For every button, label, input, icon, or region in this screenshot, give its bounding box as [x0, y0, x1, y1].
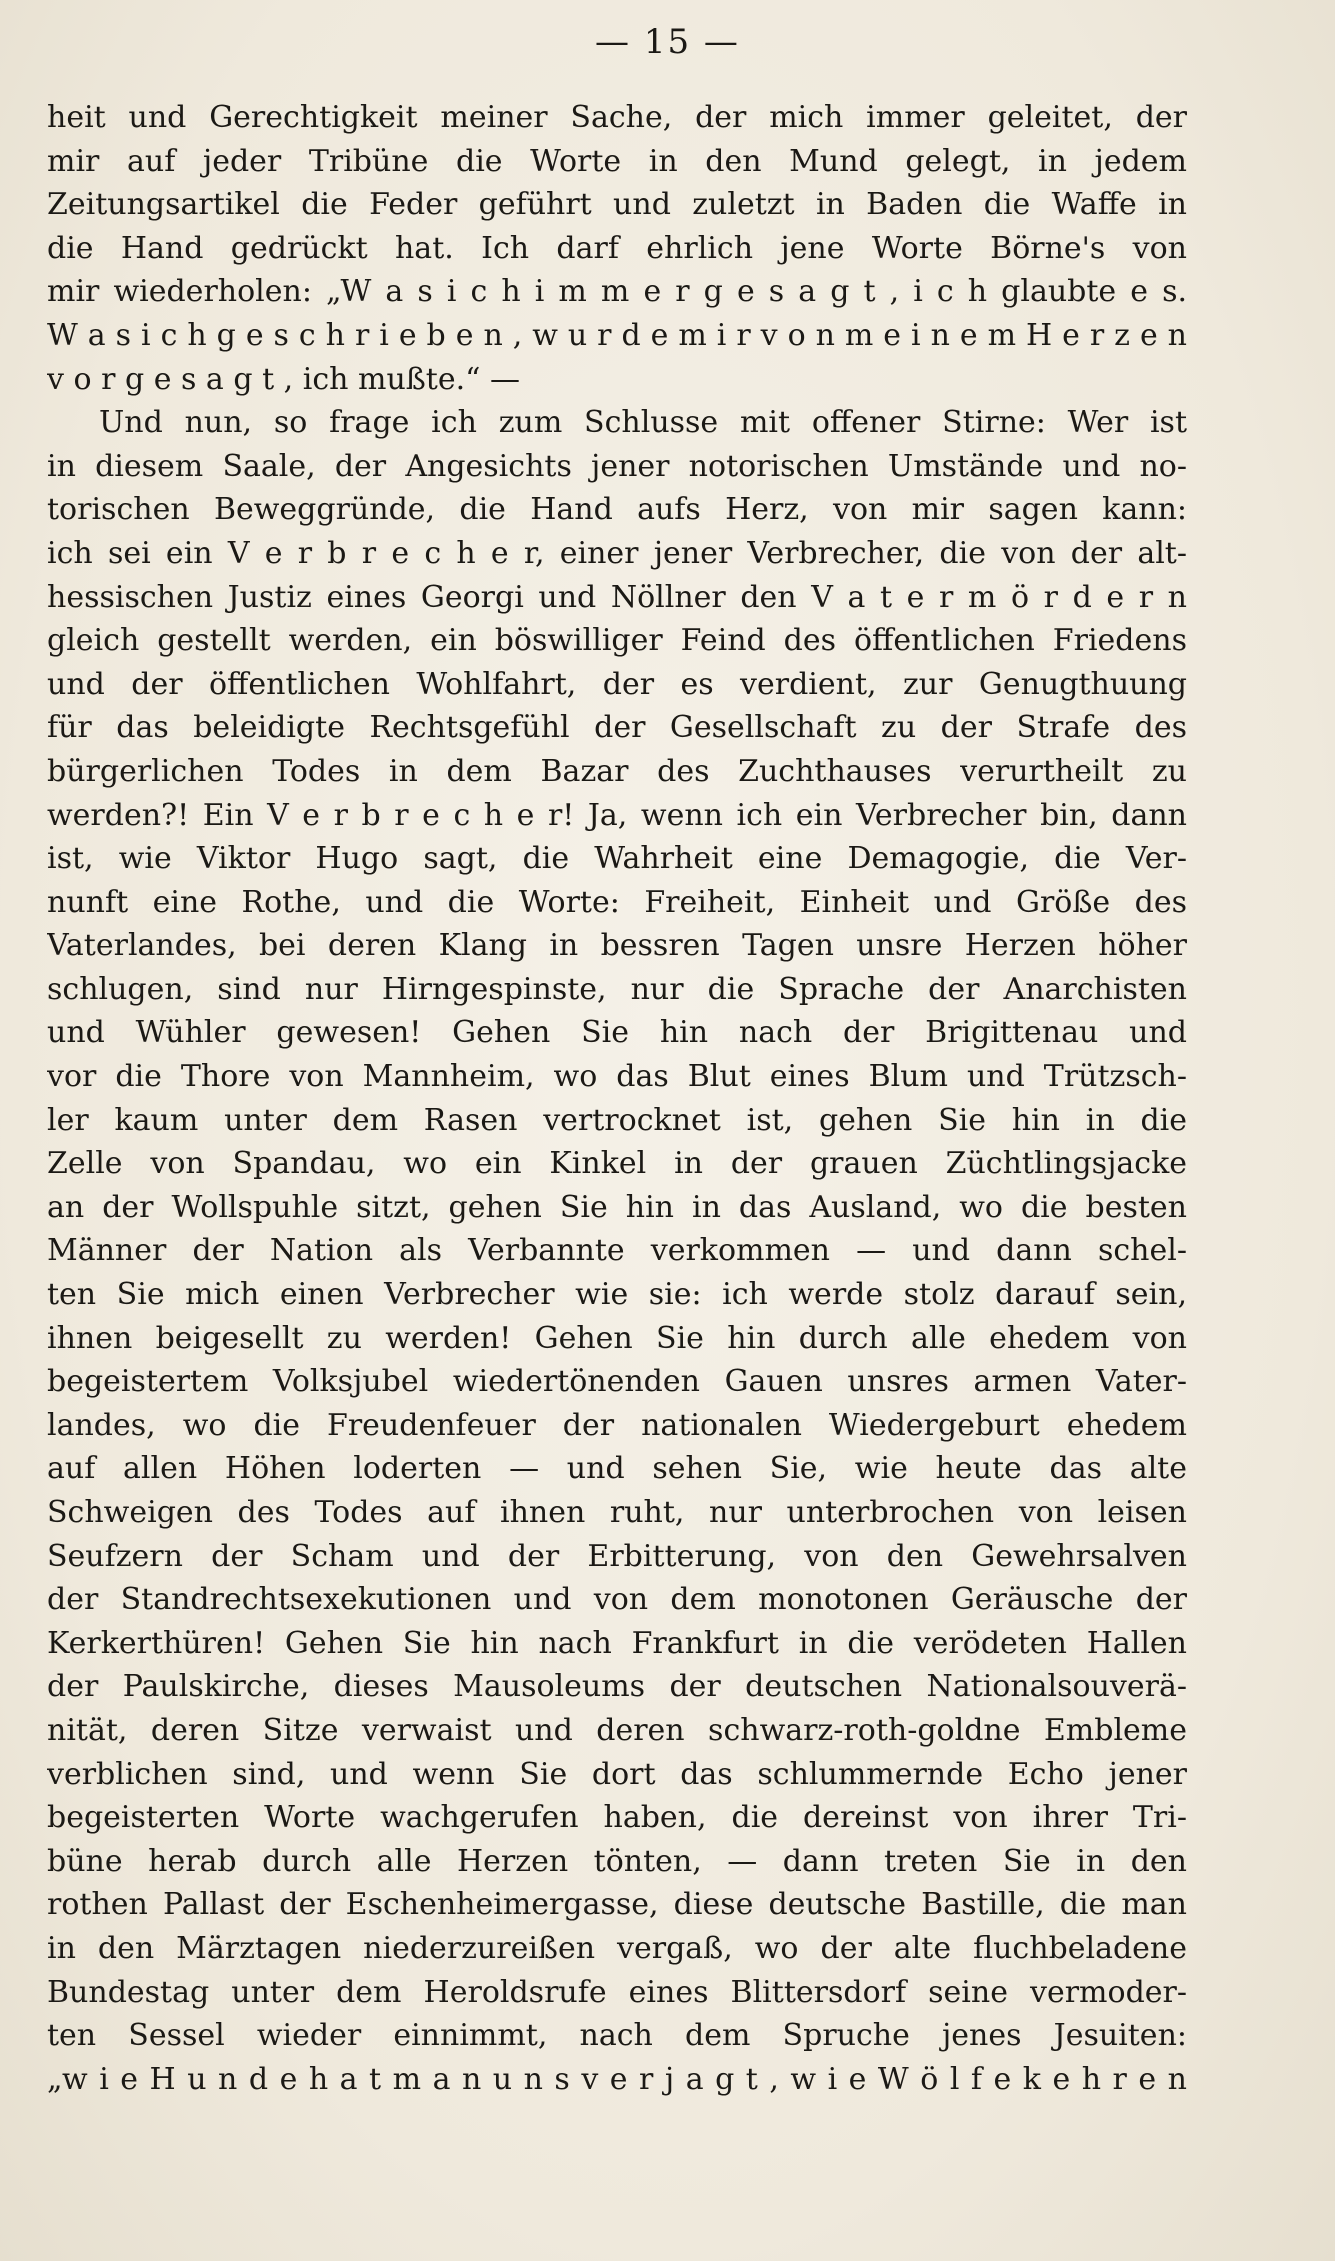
text-line: in diesem Saale, der Angesichts jener notorischen Umstände und no-: [47, 448, 1187, 484]
text-line: für das beleidigte Rechtsgefühl der Gesellschaft zu der Strafe des: [47, 710, 1187, 746]
text-line: ten Sessel wieder einnimmt, nach dem Spruche jenes Jesuiten:: [47, 2018, 1187, 2054]
text-line: ler kaum unter dem Rasen vertrocknet ist, gehen Sie hin in die: [47, 1102, 1187, 1138]
text-line: bürgerlichen Todes in dem Bazar des Zuchthauses verurtheilt zu: [47, 753, 1187, 789]
text-line: Zelle von Spandau, wo ein Kinkel in der grauen Züchtlingsjacke: [47, 1146, 1187, 1182]
page-number: — 15 —: [595, 22, 740, 62]
text-line: der Paulskirche, dieses Mausoleums der deutschen Nationalsouverä-: [47, 1669, 1187, 1705]
text-line: heit und Gerechtigkeit meiner Sache, der mich immer geleitet, der: [47, 100, 1187, 135]
text-line: und Wühler gewesen! Gehen Sie hin nach der Brigittenau und: [47, 1015, 1187, 1051]
text-line: büne herab durch alle Herzen tönten, — dann treten Sie in den: [47, 1843, 1187, 1879]
text-line: „w i e H u n d e h a t m a n u n s v e r j a g t , w i e W ö l f e k e h r e n: [47, 2061, 1187, 2097]
text-line: torischen Beweggründe, die Hand aufs Herz, von mir sagen kann:: [47, 492, 1187, 528]
text-line: hessischen Justiz eines Georgi und Nöllner den V a t e r m ö r d e r n: [47, 579, 1187, 615]
text-line: ist, wie Viktor Hugo sagt, die Wahrheit eine Demagogie, die Ver-: [47, 841, 1187, 877]
text-line: Kerkerthüren! Gehen Sie hin nach Frankfurt in die verödeten Hallen: [47, 1625, 1187, 1661]
text-line: mir auf jeder Tribüne die Worte in den Mund gelegt, in jedem: [47, 143, 1187, 179]
text-line: nunft eine Rothe, und die Worte: Freiheit, Einheit und Größe des: [47, 884, 1187, 920]
text-line: und der öffentlichen Wohlfahrt, der es verdient, zur Genugthuung: [47, 666, 1187, 702]
text-line: auf allen Höhen loderten — und sehen Sie, wie heute das alte: [47, 1451, 1187, 1487]
text-line: W a s i c h g e s c h r i e b e n , w u r d e m i r v o n m e i n e m H e r z e n: [47, 317, 1187, 353]
text-line: der Standrechtsexekutionen und von dem monotonen Geräusche der: [47, 1582, 1187, 1618]
body-text: [47, 96, 1187, 2101]
text-line: die Hand gedrückt hat. Ich darf ehrlich jene Worte Börne's von: [47, 230, 1187, 266]
text-line: begeistertem Volksjubel wiedertönenden Gauen unsres armen Vater-: [47, 1364, 1187, 1400]
text-line: Zeitungsartikel die Feder geführt und zuletzt in Baden die Waffe in: [47, 187, 1187, 223]
text-line: mir wiederholen: „W a s i c h i m m e r g e s a g t , i c h glaubte e s.: [47, 274, 1187, 310]
text-line: Seufzern der Scham und der Erbitterung, von den Gewehrsalven: [47, 1538, 1187, 1574]
text-line: ich sei ein V e r b r e c h e r, einer jener Verbrecher, die von der alt-: [47, 535, 1187, 571]
text-line: begeisterten Worte wachgerufen haben, die dereinst von ihrer Tri-: [47, 1800, 1187, 1836]
text-line: rothen Pallast der Eschenheimergasse, diese deutsche Bastille, die man: [47, 1887, 1187, 1923]
text-line: v o r g e s a g t , ich mußte.“ —: [47, 361, 521, 397]
text-line: ten Sie mich einen Verbrecher wie sie: ich werde stolz darauf sein,: [47, 1277, 1187, 1313]
text-line: gleich gestellt werden, ein böswilliger Feind des öffentlichen Friedens: [47, 623, 1187, 659]
text-line: ihnen beigesellt zu werden! Gehen Sie hin durch alle ehedem von: [47, 1320, 1187, 1356]
text-line: Schweigen des Todes auf ihnen ruht, nur unterbrochen von leisen: [47, 1495, 1187, 1530]
text-line: vor die Thore von Mannheim, wo das Blut eines Blum und Trützsch-: [47, 1059, 1187, 1095]
text-line: in den Märztagen niederzureißen vergaß, wo der alte fluchbeladene: [47, 1930, 1187, 1966]
text-line: landes, wo die Freudenfeuer der nationalen Wiedergeburt ehedem: [47, 1407, 1187, 1443]
text-line: verblichen sind, und wenn Sie dort das schlummernde Echo jener: [47, 1756, 1187, 1792]
text-line: Vaterlandes, bei deren Klang in bessren Tagen unsre Herzen höher: [47, 928, 1187, 964]
text-line: an der Wollspuhle sitzt, gehen Sie hin in das Ausland, wo die besten: [47, 1189, 1187, 1225]
text-line: Bundestag unter dem Heroldsrufe eines Blittersdorf seine vermoder-: [47, 1974, 1187, 2010]
text-line: nität, deren Sitze verwaist und deren schwarz-roth-goldne Embleme: [47, 1712, 1187, 1748]
paragraph-start-line: Und nun, so frage ich zum Schlusse mit offener Stirne: Wer ist: [99, 405, 1187, 441]
text-line: werden?! Ein V e r b r e c h e r! Ja, wenn ich ein Verbrecher bin, dann: [47, 797, 1187, 833]
text-line: schlugen, sind nur Hirngespinste, nur die Sprache der Anarchisten: [47, 971, 1187, 1007]
text-line: Männer der Nation als Verbannte verkommen — und dann schel-: [47, 1233, 1187, 1269]
